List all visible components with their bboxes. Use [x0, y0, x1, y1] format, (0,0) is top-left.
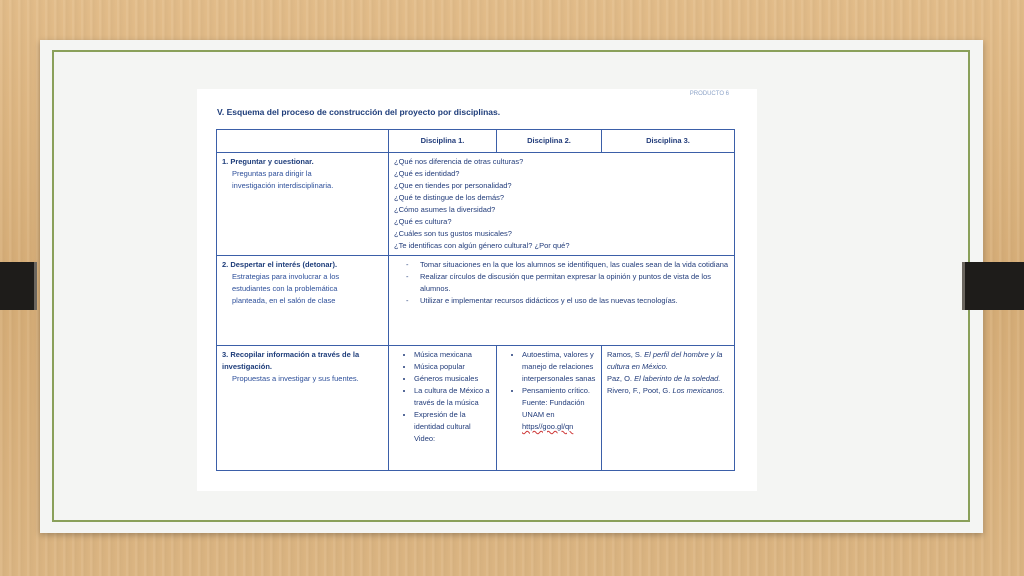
stage-cell: [217, 256, 389, 346]
question-line: ¿Qué es cultura?: [394, 217, 452, 226]
header-discipline-3: Disciplina 3.: [602, 130, 735, 153]
reference-line: [607, 385, 729, 397]
document-page: [197, 89, 757, 491]
strategies-cell: [389, 256, 735, 346]
list-item: [522, 385, 596, 433]
source-text: Pensamiento crítico. Fuente: Fundación UNAM en: [522, 386, 590, 419]
stage-desc: Estrategias para involucrar a los: [232, 272, 340, 281]
right-binder-clip: [962, 262, 1024, 310]
reference-work: El perfil del hombre y la cultura en México.: [607, 350, 723, 371]
source-url[interactable]: https//goo.gl/qn: [522, 422, 574, 431]
stage-title: 3. Recopilar información a través de la investigación.: [222, 350, 360, 371]
reference-author: Ramos, S.: [607, 350, 645, 359]
stage-desc: Propuestas a investigar y sus fuentes.: [232, 374, 359, 383]
question-line: ¿Cómo asumes la diversidad?: [394, 205, 496, 214]
header-discipline-1: Disciplina 1.: [389, 130, 497, 153]
discipline-1-cell: [389, 346, 497, 471]
header-blank: [217, 130, 389, 153]
question-line: ¿Cuáles son tus gustos musicales?: [394, 229, 512, 238]
table-row: [217, 153, 735, 256]
stage-cell: [217, 346, 389, 471]
document-title: V. Esquema del proceso de construcción del proyecto por disciplinas.: [217, 107, 501, 117]
list-item: - Tomar situaciones en la que los alumnos se identifiquen, las cuales sean de la vida cotidiana: [406, 259, 729, 271]
list-item: • Expresión de la identidad cultural Video:: [414, 409, 491, 445]
header-discipline-2: Disciplina 2.: [497, 130, 602, 153]
question-line: ¿Qué te distingue de los demás?: [394, 193, 505, 202]
reference-work: Los mexicanos.: [672, 386, 725, 395]
questions-cell: [389, 153, 735, 256]
stage-desc: planteada, en el salón de clase: [232, 296, 336, 305]
reference-line: [607, 373, 729, 385]
discipline-1-list: [394, 349, 491, 445]
reference-work: El laberinto de la soledad.: [634, 374, 721, 383]
list-item: - Realizar círculos de discusión que permitan expresar la opinión y puntos de vista de los alumnos.: [406, 271, 729, 295]
question-line: ¿Qué es identidad?: [394, 169, 460, 178]
corner-note: PRODUCTO 6: [689, 91, 729, 97]
discipline-3-cell: [602, 346, 735, 471]
table-row: [217, 256, 735, 346]
discipline-2-list: [502, 349, 596, 433]
list-item: • Géneros musicales: [414, 373, 491, 385]
list-item: • Autoestima, valores y manejo de relaciones interpersonales sanas: [522, 349, 596, 385]
reference-author: Rivero, F., Poot, G.: [607, 386, 673, 395]
stage-desc: Preguntas para dirigir la: [232, 169, 312, 178]
reference-author: Paz, O.: [607, 374, 635, 383]
strategy-list: [394, 259, 729, 307]
question-line: ¿Te identificas con algún género cultural? ¿Por qué?: [394, 241, 570, 250]
discipline-table: [216, 129, 735, 471]
stage-desc: investigación interdisciplinaria.: [232, 181, 334, 190]
stage-cell: [217, 153, 389, 256]
list-item: • Música popular: [414, 361, 491, 373]
stage-title: 2. Despertar el interés (detonar).: [222, 260, 338, 269]
left-binder-clip: [0, 262, 37, 310]
list-item: • La cultura de México a través de la música: [414, 385, 491, 409]
list-item: • Música mexicana: [414, 349, 491, 361]
discipline-2-cell: [497, 346, 602, 471]
question-line: ¿Que en tiendes por personalidad?: [394, 181, 512, 190]
question-line: ¿Qué nos diferencia de otras culturas?: [394, 157, 524, 166]
table-row: [217, 346, 735, 471]
stage-title: 1. Preguntar y cuestionar.: [222, 157, 314, 166]
table-header-row: [217, 130, 735, 153]
list-item: - Utilizar e implementar recursos didácticos y el uso de las nuevas tecnologías.: [406, 295, 729, 307]
reference-line: [607, 349, 729, 373]
stage-desc: estudiantes con la problemática: [232, 284, 338, 293]
